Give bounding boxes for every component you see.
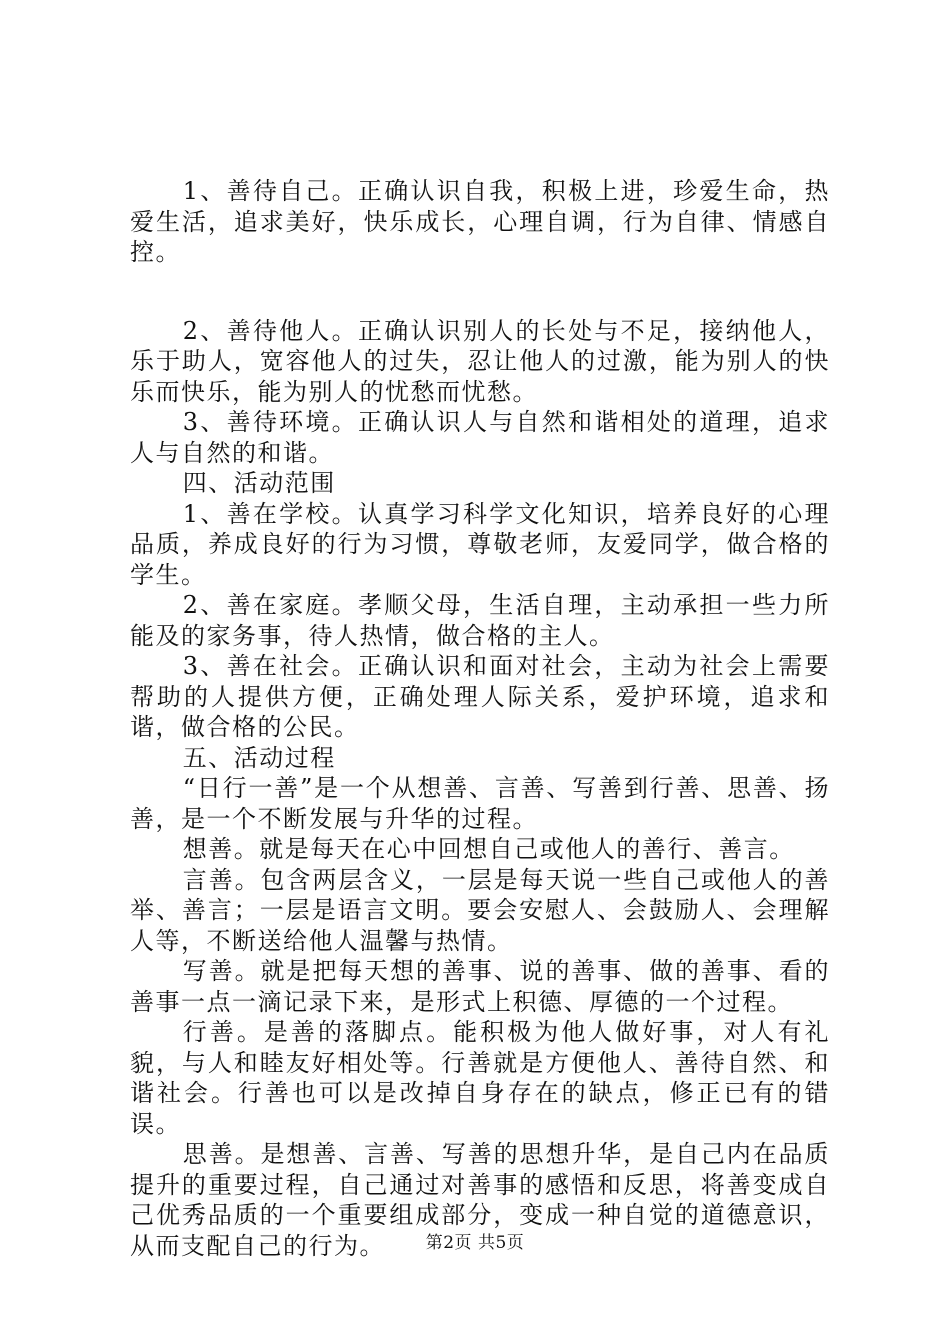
- paragraph-think-good: 想善。就是每天在心中回想自己或他人的善行、善言。: [182, 835, 795, 863]
- paragraph-treat-environment: 3、善待环境。正确认识人与自然和谐相处的道理，追求人与自然的和谐。: [130, 408, 830, 467]
- document-body: [130, 176, 830, 1261]
- section-heading-scope: 四、活动范围: [182, 469, 336, 497]
- paragraph-do-good: 行善。是善的落脚点。能积极为他人做好事，对人有礼貌，与人和睦友好相处等。行善就是方便他人、善待自然、和谐社会。行善也可以是改掉自身存在的缺点，修正已有的错误。: [130, 1018, 830, 1138]
- paragraph-society: 3、善在社会。正确认识和面对社会，主动为社会上需要帮助的人提供方便，正确处理人际关系，爱护环境，追求和谐，做合格的公民。: [130, 652, 830, 741]
- page-number-footer: 第2页 共5页: [425, 1233, 525, 1253]
- paragraph-treat-others: 2、善待他人。正确认识别人的长处与不足，接纳他人，乐于助人，宽容他人的过失，忍让他人的过激，能为别人的快乐而快乐，能为别人的忧愁而忧愁。: [130, 316, 830, 406]
- paragraph-gap: [130, 268, 830, 316]
- section-heading-process: 五、活动过程: [182, 743, 336, 772]
- paragraph-write-good: 写善。就是把每天想的善事、说的善事、做的善事、看的善事一点一滴记录下来，是形式上积德、厚德的一个过程。: [130, 957, 830, 1016]
- paragraph-process-intro: “日行一善”是一个从想善、言善、写善到行善、思善、扬善，是一个不断发展与升华的过程。: [130, 774, 830, 833]
- paragraph-school: 1、善在学校。认真学习科学文化知识，培养良好的心理品质，养成良好的行为习惯，尊敬老师，友爱同学，做合格的学生。: [130, 499, 830, 589]
- paragraph-speak-good: 言善。包含两层含义，一层是每天说一些自己或他人的善举、善言；一层是语言文明。要会安慰人、会鼓励人、会理解人等，不断送给他人温馨与热情。: [130, 865, 830, 955]
- paragraph-treat-self: 1、善待自己。正确认识自我，积极上进，珍爱生命，热爱生活，追求美好，快乐成长，心理自调，行为自律、情感自控。: [130, 177, 830, 266]
- paragraph-family: 2、善在家庭。孝顺父母，生活自理，主动承担一些力所能及的家务事，待人热情，做合格的主人。: [130, 591, 830, 650]
- paragraph-reflect-good: 思善。是想善、言善、写善的思想升华，是自己内在品质提升的重要过程，自己通过对善事的感悟和反思，将善变成自己优秀品质的一个重要组成部分，变成一种自觉的道德意识，从而支配自己的行为。: [130, 1140, 830, 1260]
